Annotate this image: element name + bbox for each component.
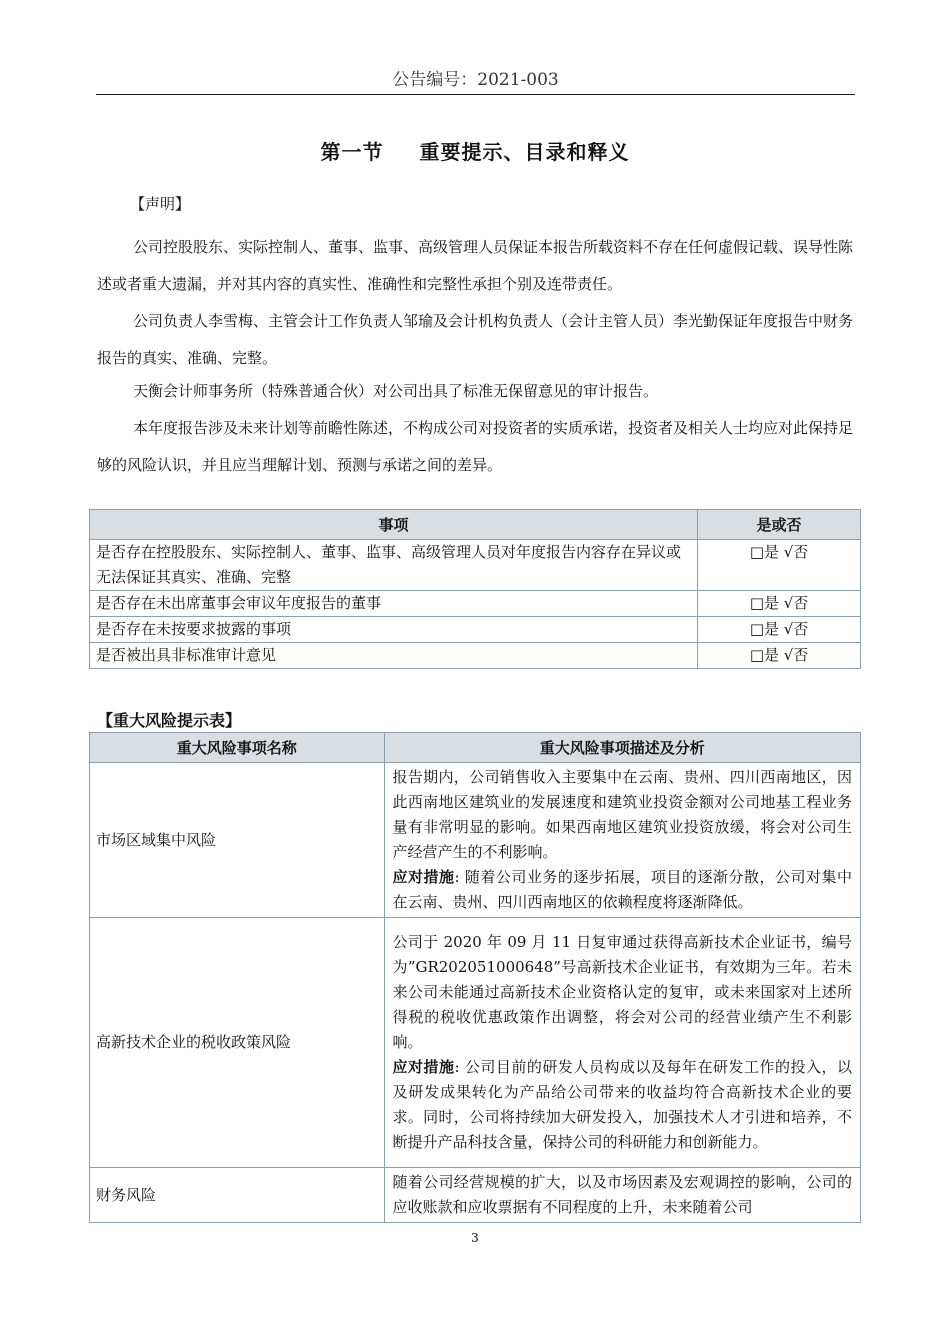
matters-header-item: 事项 — [90, 510, 698, 540]
table-row — [90, 540, 861, 591]
table-row — [90, 643, 861, 669]
risk-description — [384, 1168, 861, 1223]
measure-label: 应对措施 — [392, 868, 455, 886]
matter-item: 是否被出具非标准审计意见 — [90, 643, 698, 669]
section-name: 重要提示、目录和释义 — [419, 140, 630, 164]
section-number: 第一节 — [320, 140, 384, 164]
declaration-label: 【声明】 — [130, 195, 191, 213]
matter-answer: □是 √否 — [698, 591, 861, 617]
matter-item: 是否存在未按要求披露的事项 — [90, 617, 698, 643]
matter-answer: □是 √否 — [698, 643, 861, 669]
risk-description — [384, 918, 861, 1168]
risk-name: 市场区域集中风险 — [90, 763, 385, 918]
risk-header-name: 重大风险事项名称 — [90, 733, 385, 763]
risk-description — [384, 763, 861, 918]
table-row — [90, 1168, 861, 1223]
matters-header-answer: 是或否 — [698, 510, 861, 540]
page-header: 公告编号：2021-003 — [96, 66, 855, 95]
table-row — [90, 763, 861, 918]
risk-description-text: 随着公司经营规模的扩大，以及市场因素及宏观调控的影响，公司的应收账款和应收票据有不同程度的上升，未来随着公司 — [392, 1173, 852, 1216]
measure-label: 应对措施 — [392, 1058, 455, 1076]
measure-text: : 公司目前的研发人员构成以及每年在研发工作的投入，以及研发成果转化为产品给公司带来的收益均符合高新技术企业的要求。同时，公司将持续加大研发投入，加强技术人才引进和培养，不断提升产品科技含量，保持公司的科研能力和创新能力。 — [392, 1058, 852, 1151]
measure-text: : 随着公司业务的逐步拓展，项目的逐渐分散，公司对集中在云南、贵州、四川西南地区的依赖程度将逐渐降低。 — [392, 868, 852, 911]
risk-description-text: 报告期内，公司销售收入主要集中在云南、贵州、四川西南地区，因此西南地区建筑业的发展速度和建筑业投资金额对公司地基工程业务量有非常明显的影响。如果西南地区建筑业投资放缓，将会对公司生产经营产生的不利影响。 — [392, 768, 852, 861]
matters-table — [89, 509, 861, 669]
table-row — [90, 591, 861, 617]
paragraph-4: 本年度报告涉及未来计划等前瞻性陈述，不构成公司对投资者的实质承诺，投资者及相关人士均应对此保持足够的风险认识，并且应当理解计划、预测与承诺之间的差异。 — [97, 419, 854, 474]
matter-item: 是否存在控股股东、实际控制人、董事、监事、高级管理人员对年度报告内容存在异议或无法保证其真实、准确、完整 — [90, 540, 698, 591]
paragraph-1: 公司控股股东、实际控制人、董事、监事、高级管理人员保证本报告所载资料不存在任何虚假记载、误导性陈述或者重大遗漏，并对其内容的真实性、准确性和完整性承担个别及连带责任。 — [97, 238, 854, 293]
matter-item: 是否存在未出席董事会审议年度报告的董事 — [90, 591, 698, 617]
risk-name: 高新技术企业的税收政策风险 — [90, 918, 385, 1168]
matter-answer: □是 √否 — [698, 540, 861, 591]
section-title — [0, 136, 950, 165]
risk-section-title: 【重大风险提示表】 — [97, 711, 242, 730]
page-number: 3 — [471, 1231, 479, 1245]
risk-table — [89, 732, 861, 1223]
paragraph-3: 天衡会计师事务所（特殊普通合伙）对公司出具了标准无保留意见的审计报告。 — [133, 382, 659, 400]
risk-description-text: 公司于 2020 年 09 月 11 日复审通过获得高新技术企业证书，编号为”GR202051000648”号高新技术企业证书，有效期为三年。若未来公司未能通过高新技术企业资格认定的复审，或未来国家对上述所得税的税收优惠政策作出调整，将会对公司的经营业绩产生不利影响。 — [392, 933, 852, 1051]
risk-header-desc: 重大风险事项描述及分析 — [384, 733, 861, 763]
paragraph-2: 公司负责人李雪梅、主管会计工作负责人邹瑜及会计机构负责人（会计主管人员）李光勤保证年度报告中财务报告的真实、准确、完整。 — [97, 312, 854, 367]
risk-name: 财务风险 — [90, 1168, 385, 1223]
table-row — [90, 918, 861, 1168]
table-row — [90, 617, 861, 643]
matter-answer: □是 √否 — [698, 617, 861, 643]
